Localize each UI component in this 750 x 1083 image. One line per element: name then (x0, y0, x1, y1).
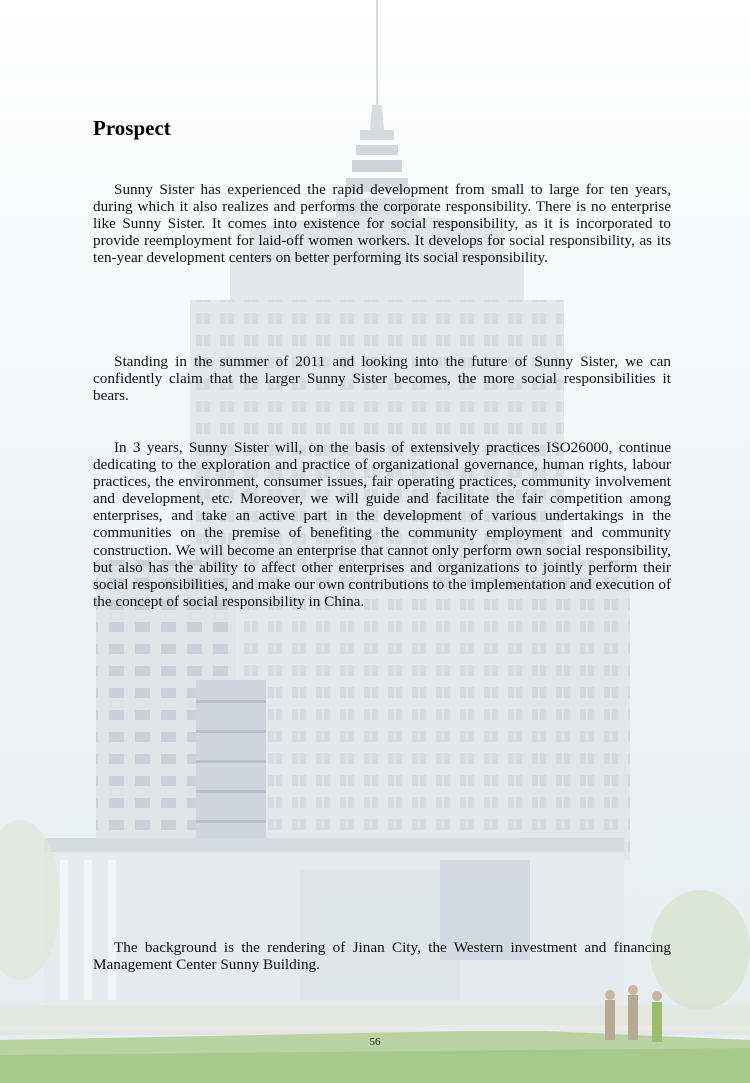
page-title: Prospect (93, 116, 171, 140)
paragraph-2: Standing in the summer of 2011 and looking into the future of Sunny Sister, we can confidently claim that the larger Sunny Sister becomes, the more social responsibilities it bears. (93, 353, 671, 405)
paragraph-1: Sunny Sister has experienced the rapid development from small to large for ten years, during which it also realizes and performs the corporate responsibility. There is no enterprise like Sunny Sister. It comes into existence for social responsibility, as it is incorporated to provide reemployment for laid-off women workers. It develops for social responsibility, as its ten-year development centers on better performing its social responsibility. (93, 181, 671, 267)
paragraph-3: In 3 years, Sunny Sister will, on the basis of extensively practices ISO26000, continue dedicating to the exploration and practice of organizational governance, human rights, labour practices, the environment, consumer issues, fair operating practices, community involvement and development, etc. Moreover, we will guide and facilitate the fair competition among enterprises, and take an active part in the development of various undertakings in the communities on the premise of benefiting the community employment and community construction. We will become an enterprise that cannot only perform own social responsibility, but also has the ability to affect other enterprises and organizations to jointly perform their social responsibilities, and make our own contributions to the implementation and execution of the concept of social responsibility in China. (93, 439, 671, 610)
page-number: 56 (369, 1036, 381, 1048)
background-caption: The background is the rendering of Jinan City, the Western investment and financing Management Center Sunny Building. (93, 939, 671, 974)
